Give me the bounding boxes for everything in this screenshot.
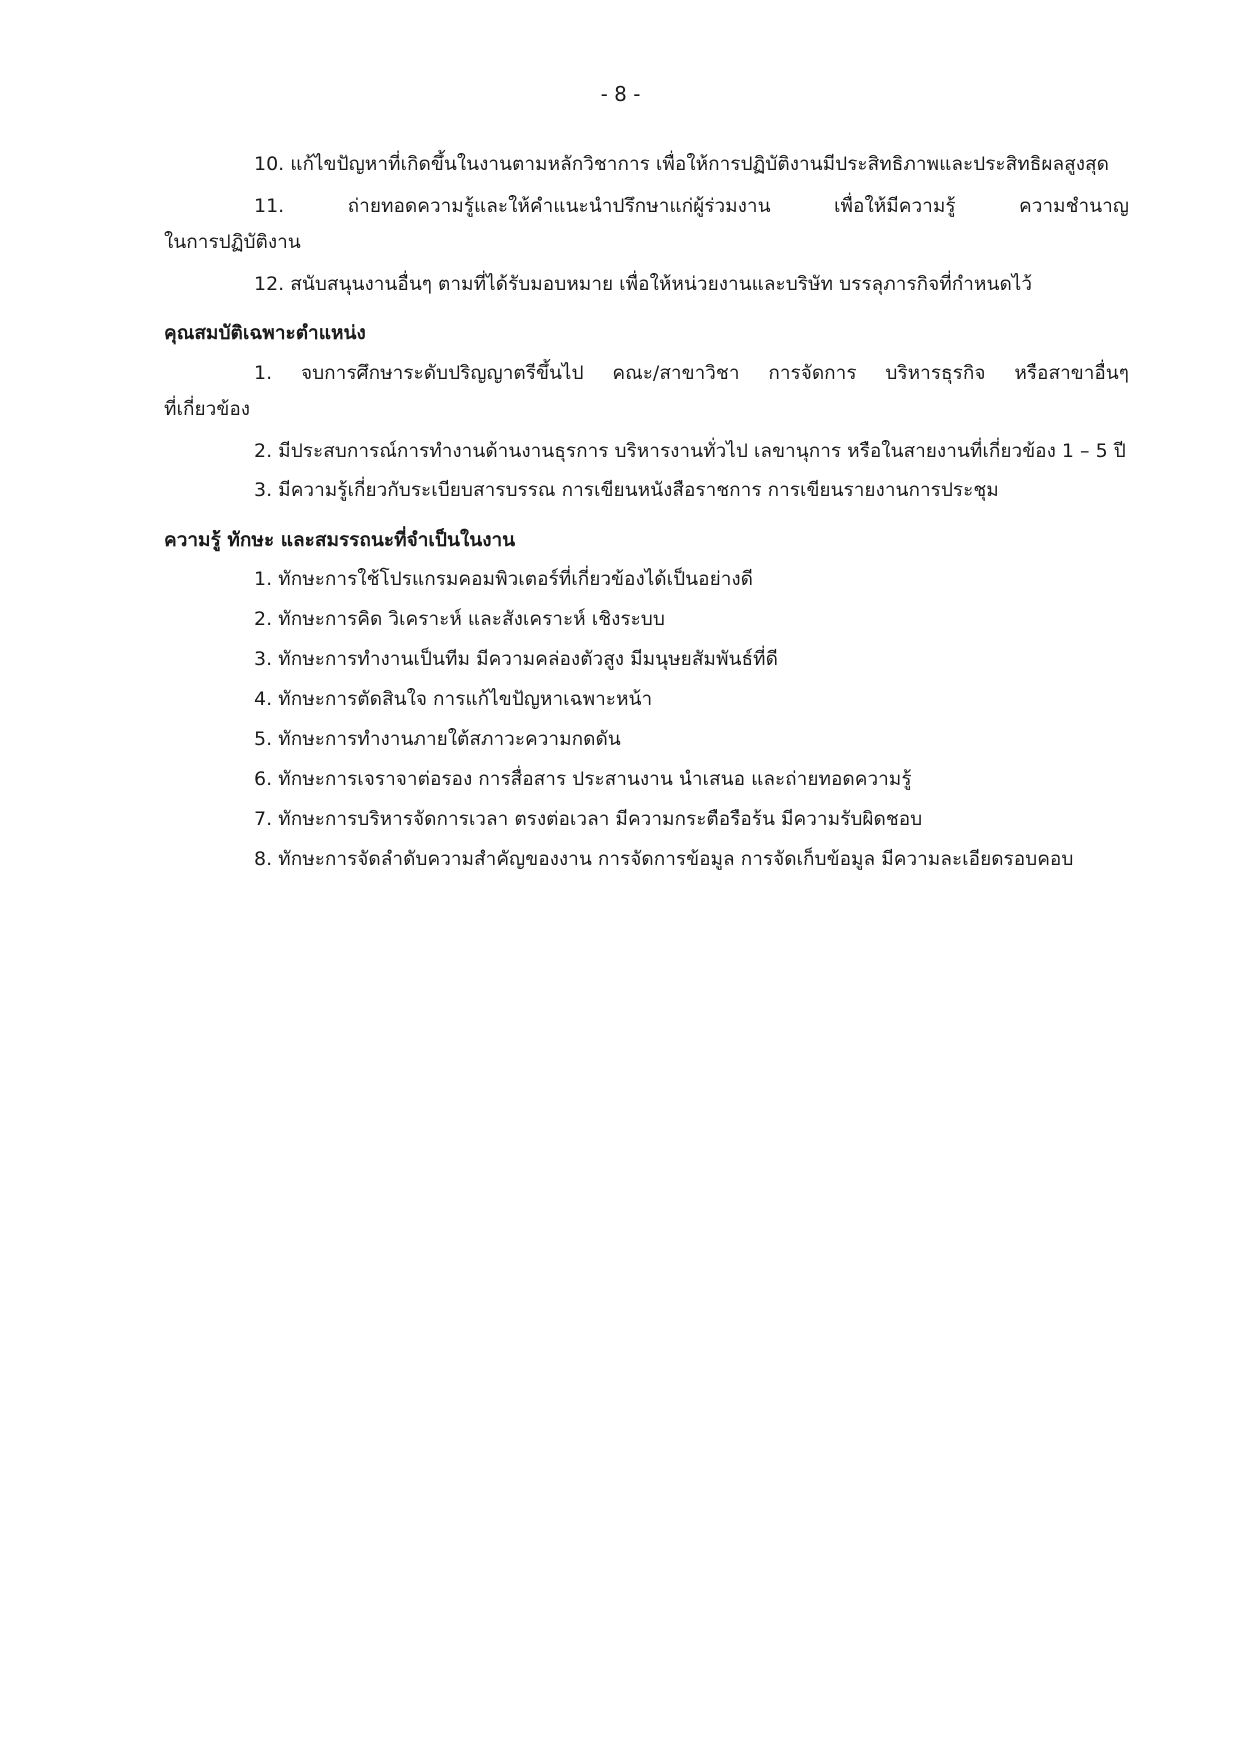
duty-item-11-line-2: ในการปฏิบัติงาน <box>164 231 301 253</box>
skill-item: 1. ทักษะการใช้โปรแกรมคอมพิวเตอร์ที่เกี่ยวข้องได้เป็นอย่างดี <box>254 568 753 590</box>
page-number: - 8 - <box>600 82 641 106</box>
duty-item-11-line-1: 11. ถ่ายทอดความรู้และให้คำแนะนำปรึกษาแก่ผู้ร่วมงาน เพื่อให้มีความรู้ ความชำนาญ <box>254 195 1129 217</box>
qualifications-heading: คุณสมบัติเฉพาะตำแหน่ง <box>164 322 366 344</box>
qualification-item-3: 3. มีความรู้เกี่ยวกับระเบียบสารบรรณ การเขียนหนังสือราชการ การเขียนรายงานการประชุม <box>254 479 999 501</box>
skill-item: 3. ทักษะการทำงานเป็นทีม มีความคล่องตัวสูง มีมนุษยสัมพันธ์ที่ดี <box>254 648 778 670</box>
qualification-item-1-line-2: ที่เกี่ยวข้อง <box>164 398 251 420</box>
duty-item-12: 12. สนับสนุนงานอื่นๆ ตามที่ได้รับมอบหมาย เพื่อให้หน่วยงานและบริษัท บรรลุภารกิจที่กำหนดไว้ <box>254 273 1033 295</box>
skill-item: 8. ทักษะการจัดลำดับความสำคัญของงาน การจัดการข้อมูล การจัดเก็บข้อมูล มีความละเอียดรอบคอบ <box>254 848 1074 870</box>
skill-item: 2. ทักษะการคิด วิเคราะห์ และสังเคราะห์ เชิงระบบ <box>254 608 665 630</box>
qualification-item-2: 2. มีประสบการณ์การทำงานด้านงานธุรการ บริหารงานทั่วไป เลขานุการ หรือในสายงานที่เกี่ยวข้อง 1 – 5 ปี <box>254 440 1126 462</box>
skill-item: 5. ทักษะการทำงานภายใต้สภาวะความกดดัน <box>254 728 621 750</box>
duty-item-10: 10. แก้ไขปัญหาที่เกิดขึ้นในงานตามหลักวิชาการ เพื่อให้การปฏิบัติงานมีประสิทธิภาพและประสิทธิผลสูงสุด <box>254 153 1109 175</box>
skill-item: 6. ทักษะการเจราจาต่อรอง การสื่อสาร ประสานงาน นำเสนอ และถ่ายทอดความรู้ <box>254 768 912 790</box>
qualification-item-1-line-1: 1. จบการศึกษาระดับปริญญาตรีขึ้นไป คณะ/สาขาวิชา การจัดการ บริหารธุรกิจ หรือสาขาอื่นๆ <box>254 362 1129 384</box>
skill-item: 7. ทักษะการบริหารจัดการเวลา ตรงต่อเวลา มีความกระตือรือร้น มีความรับผิดชอบ <box>254 808 923 830</box>
skill-item: 4. ทักษะการตัดสินใจ การแก้ไขปัญหาเฉพาะหน้า <box>254 688 653 710</box>
skills-heading: ความรู้ ทักษะ และสมรรถนะที่จำเป็นในงาน <box>164 529 516 551</box>
